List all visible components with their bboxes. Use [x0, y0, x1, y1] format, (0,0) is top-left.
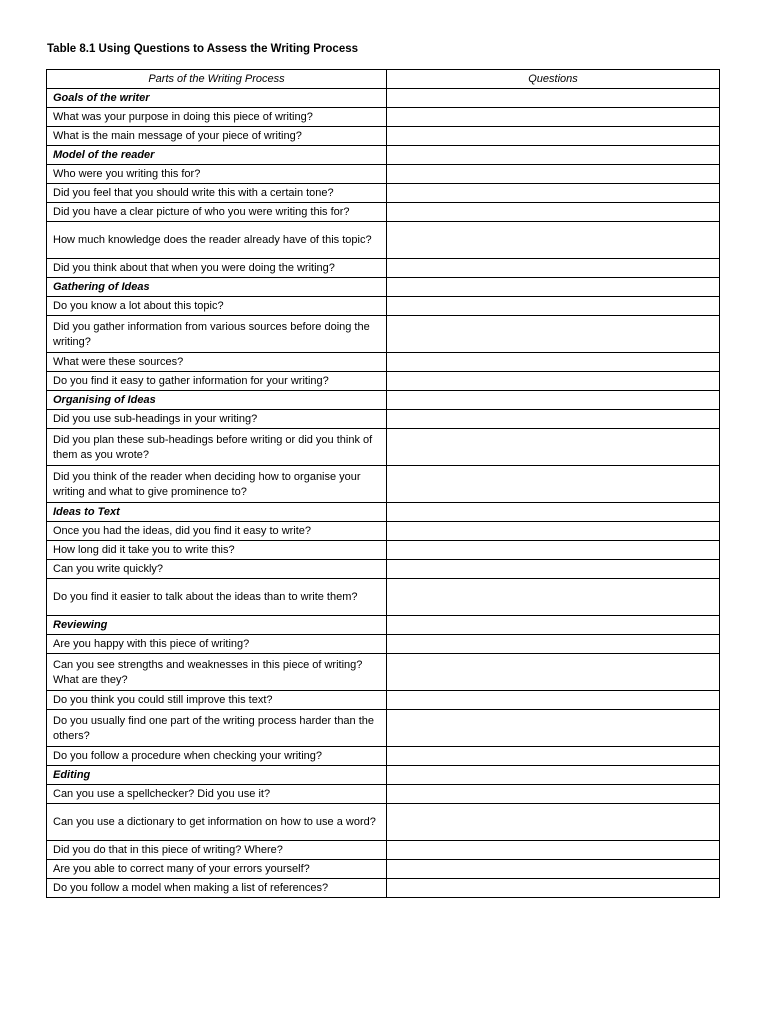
table-row: [47, 203, 720, 222]
answer-cell: [387, 278, 720, 297]
answer-cell: [387, 372, 720, 391]
answer-cell: [387, 316, 720, 353]
header-parts-of-writing-process: Parts of the Writing Process: [47, 70, 387, 89]
section-heading: Reviewing: [47, 616, 387, 635]
writing-process-table: [46, 69, 720, 898]
table-row: [47, 560, 720, 579]
row-label: Once you had the ideas, did you find it easy to write?: [47, 522, 387, 541]
row-label: Did you think of the reader when deciding how to organise your writing and what to give prominence to?: [47, 466, 387, 503]
row-label: How long did it take you to write this?: [47, 541, 387, 560]
table-header-row: [47, 70, 720, 89]
section-row: [47, 503, 720, 522]
answer-cell: [387, 466, 720, 503]
section-row: [47, 146, 720, 165]
table-row: [47, 804, 720, 841]
row-label: Did you think about that when you were doing the writing?: [47, 259, 387, 278]
section-row: [47, 278, 720, 297]
table-row: [47, 372, 720, 391]
answer-cell: [387, 879, 720, 898]
table-row: [47, 785, 720, 804]
table-row: [47, 108, 720, 127]
answer-cell: [387, 259, 720, 278]
table-row: [47, 466, 720, 503]
answer-cell: [387, 429, 720, 466]
answer-cell: [387, 635, 720, 654]
table-row: [47, 691, 720, 710]
answer-cell: [387, 804, 720, 841]
table-row: [47, 184, 720, 203]
table-title: Table 8.1 Using Questions to Assess the Writing Process: [47, 43, 359, 55]
answer-cell: [387, 747, 720, 766]
table-row: [47, 165, 720, 184]
answer-cell: [387, 503, 720, 522]
answer-cell: [387, 391, 720, 410]
row-label: What was your purpose in doing this piece of writing?: [47, 108, 387, 127]
section-heading: Organising of Ideas: [47, 391, 387, 410]
answer-cell: [387, 522, 720, 541]
answer-cell: [387, 108, 720, 127]
answer-cell: [387, 766, 720, 785]
row-label: Did you feel that you should write this with a certain tone?: [47, 184, 387, 203]
row-label: Did you plan these sub-headings before writing or did you think of them as you wrote?: [47, 429, 387, 466]
row-label: What were these sources?: [47, 353, 387, 372]
answer-cell: [387, 560, 720, 579]
section-row: [47, 616, 720, 635]
row-label: Do you find it easier to talk about the ideas than to write them?: [47, 579, 387, 616]
answer-cell: [387, 297, 720, 316]
table-row: [47, 635, 720, 654]
header-questions: Questions: [387, 70, 720, 89]
row-label: Do you find it easy to gather information for your writing?: [47, 372, 387, 391]
row-label: What is the main message of your piece of writing?: [47, 127, 387, 146]
answer-cell: [387, 710, 720, 747]
table-body: [47, 89, 720, 898]
answer-cell: [387, 203, 720, 222]
answer-cell: [387, 579, 720, 616]
answer-cell: [387, 353, 720, 372]
answer-cell: [387, 841, 720, 860]
row-label: Did you have a clear picture of who you were writing this for?: [47, 203, 387, 222]
answer-cell: [387, 654, 720, 691]
answer-cell: [387, 89, 720, 108]
section-row: [47, 89, 720, 108]
answer-cell: [387, 860, 720, 879]
answer-cell: [387, 184, 720, 203]
answer-cell: [387, 785, 720, 804]
table-row: [47, 747, 720, 766]
row-label: Do you follow a procedure when checking your writing?: [47, 747, 387, 766]
row-label: Can you use a spellchecker? Did you use it?: [47, 785, 387, 804]
table-row: [47, 222, 720, 259]
table-row: [47, 579, 720, 616]
section-heading: Editing: [47, 766, 387, 785]
row-label: Do you know a lot about this topic?: [47, 297, 387, 316]
table-row: [47, 841, 720, 860]
table-row: [47, 353, 720, 372]
row-label: Did you use sub-headings in your writing?: [47, 410, 387, 429]
table-row: [47, 879, 720, 898]
table-row: [47, 860, 720, 879]
table-row: [47, 710, 720, 747]
section-row: [47, 391, 720, 410]
table-row: [47, 127, 720, 146]
table-row: [47, 654, 720, 691]
row-label: Can you use a dictionary to get information on how to use a word?: [47, 804, 387, 841]
answer-cell: [387, 541, 720, 560]
table-row: [47, 522, 720, 541]
row-label: Do you think you could still improve this text?: [47, 691, 387, 710]
section-row: [47, 766, 720, 785]
section-heading: Goals of the writer: [47, 89, 387, 108]
answer-cell: [387, 691, 720, 710]
answer-cell: [387, 165, 720, 184]
table-row: [47, 541, 720, 560]
answer-cell: [387, 410, 720, 429]
section-heading: Model of the reader: [47, 146, 387, 165]
answer-cell: [387, 222, 720, 259]
table-row: [47, 429, 720, 466]
table-row: [47, 410, 720, 429]
answer-cell: [387, 146, 720, 165]
row-label: Did you gather information from various sources before doing the writing?: [47, 316, 387, 353]
row-label: Can you see strengths and weaknesses in this piece of writing? What are they?: [47, 654, 387, 691]
table-row: [47, 259, 720, 278]
row-label: Do you follow a model when making a list of references?: [47, 879, 387, 898]
row-label: Did you do that in this piece of writing? Where?: [47, 841, 387, 860]
section-heading: Gathering of Ideas: [47, 278, 387, 297]
table-row: [47, 297, 720, 316]
row-label: Who were you writing this for?: [47, 165, 387, 184]
row-label: How much knowledge does the reader already have of this topic?: [47, 222, 387, 259]
table-row: [47, 316, 720, 353]
row-label: Are you able to correct many of your errors yourself?: [47, 860, 387, 879]
row-label: Can you write quickly?: [47, 560, 387, 579]
section-heading: Ideas to Text: [47, 503, 387, 522]
row-label: Are you happy with this piece of writing?: [47, 635, 387, 654]
row-label: Do you usually find one part of the writing process harder than the others?: [47, 710, 387, 747]
answer-cell: [387, 127, 720, 146]
answer-cell: [387, 616, 720, 635]
